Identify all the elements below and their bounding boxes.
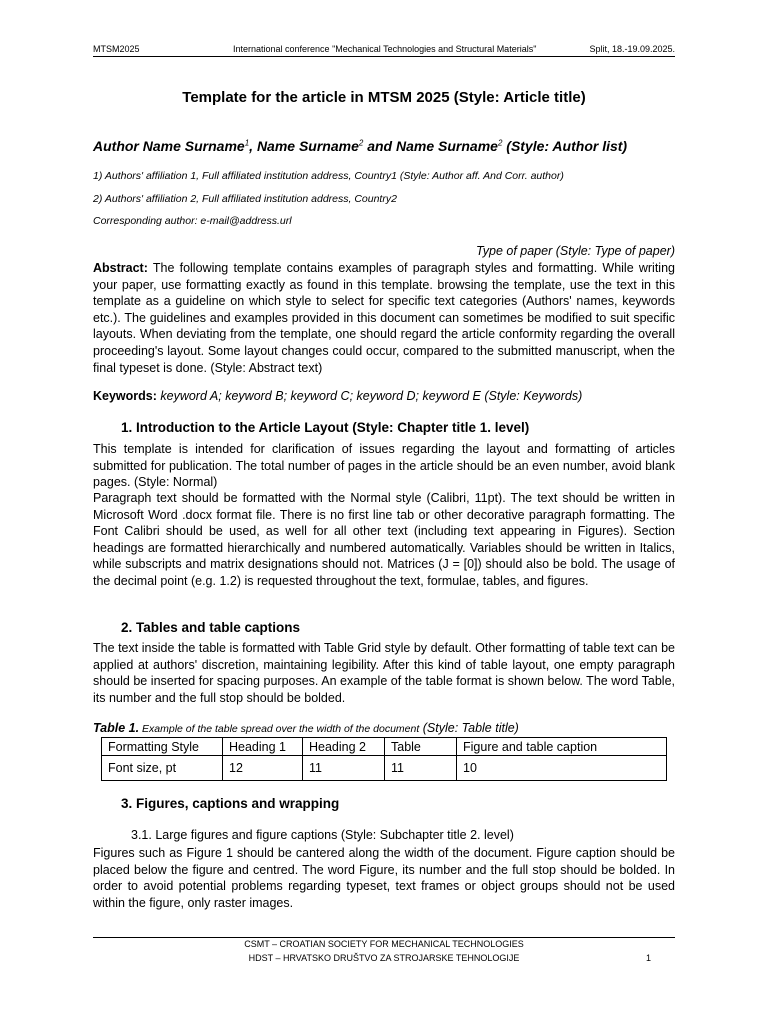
abstract [93,260,675,376]
abstract-label: Abstract: [93,261,148,275]
author-sep-2: and [363,138,396,154]
section-1-paragraph-1: This template is intended for clarification of issues regarding the layout and formatting of articles submitted for publication. The total number of pages in the article should be an even number, avoid blank pages. (Style: Normal) [93,442,675,490]
footer-rule [93,937,675,938]
keywords-text: keyword A; keyword B; keyword C; keyword D; keyword E (Style: Keywords) [156,389,583,403]
example-table [101,737,667,781]
table-row [102,756,667,781]
header-left: MTSM2025 [93,44,140,54]
table-row [102,738,667,756]
section-1-heading: 1. Introduction to the Article Layout (Style: Chapter title 1. level) [121,420,530,435]
author-2-sup: 2 [358,138,364,148]
table-cell: Figure and table caption [457,738,667,756]
table-cell: Heading 1 [223,738,303,756]
corresponding-author: Corresponding author: e-mail@address.url [93,215,292,227]
section-3-heading: 3. Figures, captions and wrapping [121,796,340,811]
table-cell: 11 [385,756,457,781]
affiliation-2: 2) Authors' affiliation 2, Full affiliated institution address, Country2 [93,193,397,205]
table-cell: 12 [223,756,303,781]
author-3-sup: 2 [497,138,503,148]
table-cell: Heading 2 [303,738,385,756]
section-2-heading: 2. Tables and table captions [121,620,301,635]
article-title: Template for the article in MTSM 2025 (Style: Article title) [182,89,586,106]
author-style-note: (Style: Author list) [502,138,628,154]
subsection-3-1-heading: 3.1. Large figures and figure captions (Style: Subchapter title 2. level) [131,828,514,842]
abstract-text: The following template contains examples of paragraph styles and formatting. While writing your paper, use formatting exactly as found in this template. browsing the template, use the text in this template as a guideline on which style to select for specific text categories (Authors' names, keywords etc.). The guidelines and examples provided in this document can sometimes be modified to suit specific layouts. When deviating from the template, one should regard the article conformity regarding the overall proceeding's layout. Some layout changes could occur, compared to the submitted manuscript, when the final typeset is done. (Style: Abstract text) [93,261,675,375]
table-cell: 11 [303,756,385,781]
keywords [93,389,582,403]
table-cell: Formatting Style [102,738,223,756]
author-3: Name Surname [396,138,498,154]
document-page [93,0,675,1024]
table-caption-text: Example of the table spread over the width of the document [139,723,420,735]
table-caption [93,721,519,735]
author-sep-1: , [249,138,257,154]
author-1: Author Name Surname [93,138,245,154]
table-caption-label: Table 1. [93,721,140,735]
table-caption-style: (Style: Table title) [419,721,519,735]
paper-type: Type of paper (Style: Type of paper) [476,244,675,258]
author-2: Name Surname [256,138,359,154]
section-3-paragraph-1: Figures such as Figure 1 should be cantered along the width of the document. Figure caption should be placed below the figure and centred. The word Figure, its number and the full stop should be bolded. In order to avoid potential problems regarding typeset, text frames or object groups should not be used within the figure, only raster images. [93,846,675,910]
affiliation-1: 1) Authors' affiliation 1, Full affiliated institution address, Country1 (Style: Author aff. And Corr. author) [93,170,564,182]
table-cell: Table [385,738,457,756]
page-number: 1 [645,953,651,963]
header-right: Split, 18.-19.09.2025. [589,44,675,54]
footer-line-1: CSMT – CROATIAN SOCIETY FOR MECHANICAL TECHNOLOGIES [244,939,524,949]
header-rule [93,56,675,57]
section-1-paragraph-2: Paragraph text should be formatted with the Normal style (Calibri, 11pt). The text should be written in Microsoft Word .docx format file. There is no first line tab or other decorative paragraph formatting. The Font Calibri should be used, as well for all other text (including text appearing in Figures). Section headings are formatted hierarchically and numbered automatically. Variables should be written in Italics, while subscripts and matrix designations should not. Matrices (J = [0]) should also be bold. The usage of the decimal point (e.g. 1.2) is requested throughout the text, formulae, tables, and figures. [93,491,675,588]
author-list [93,138,627,154]
keywords-label: Keywords: [93,389,157,403]
footer-line-2: HDST – HRVATSKO DRUŠTVO ZA STROJARSKE TEHNOLOGIJE [248,953,520,963]
table-cell: 10 [457,756,667,781]
header-center: International conference "Mechanical Technologies and Structural Materials" [233,44,537,54]
table-cell: Font size, pt [102,756,223,781]
author-1-sup: 1 [244,138,250,148]
section-2-paragraph-1: The text inside the table is formatted with Table Grid style by default. Other formatting of table text can be applied at authors' discretion, maintaining legibility. After this kind of table layout, one empty paragraph should be inserted for spacing purposes. An example of the table format is shown below. The word Table, its number and the full stop should be bolded. [93,641,675,705]
